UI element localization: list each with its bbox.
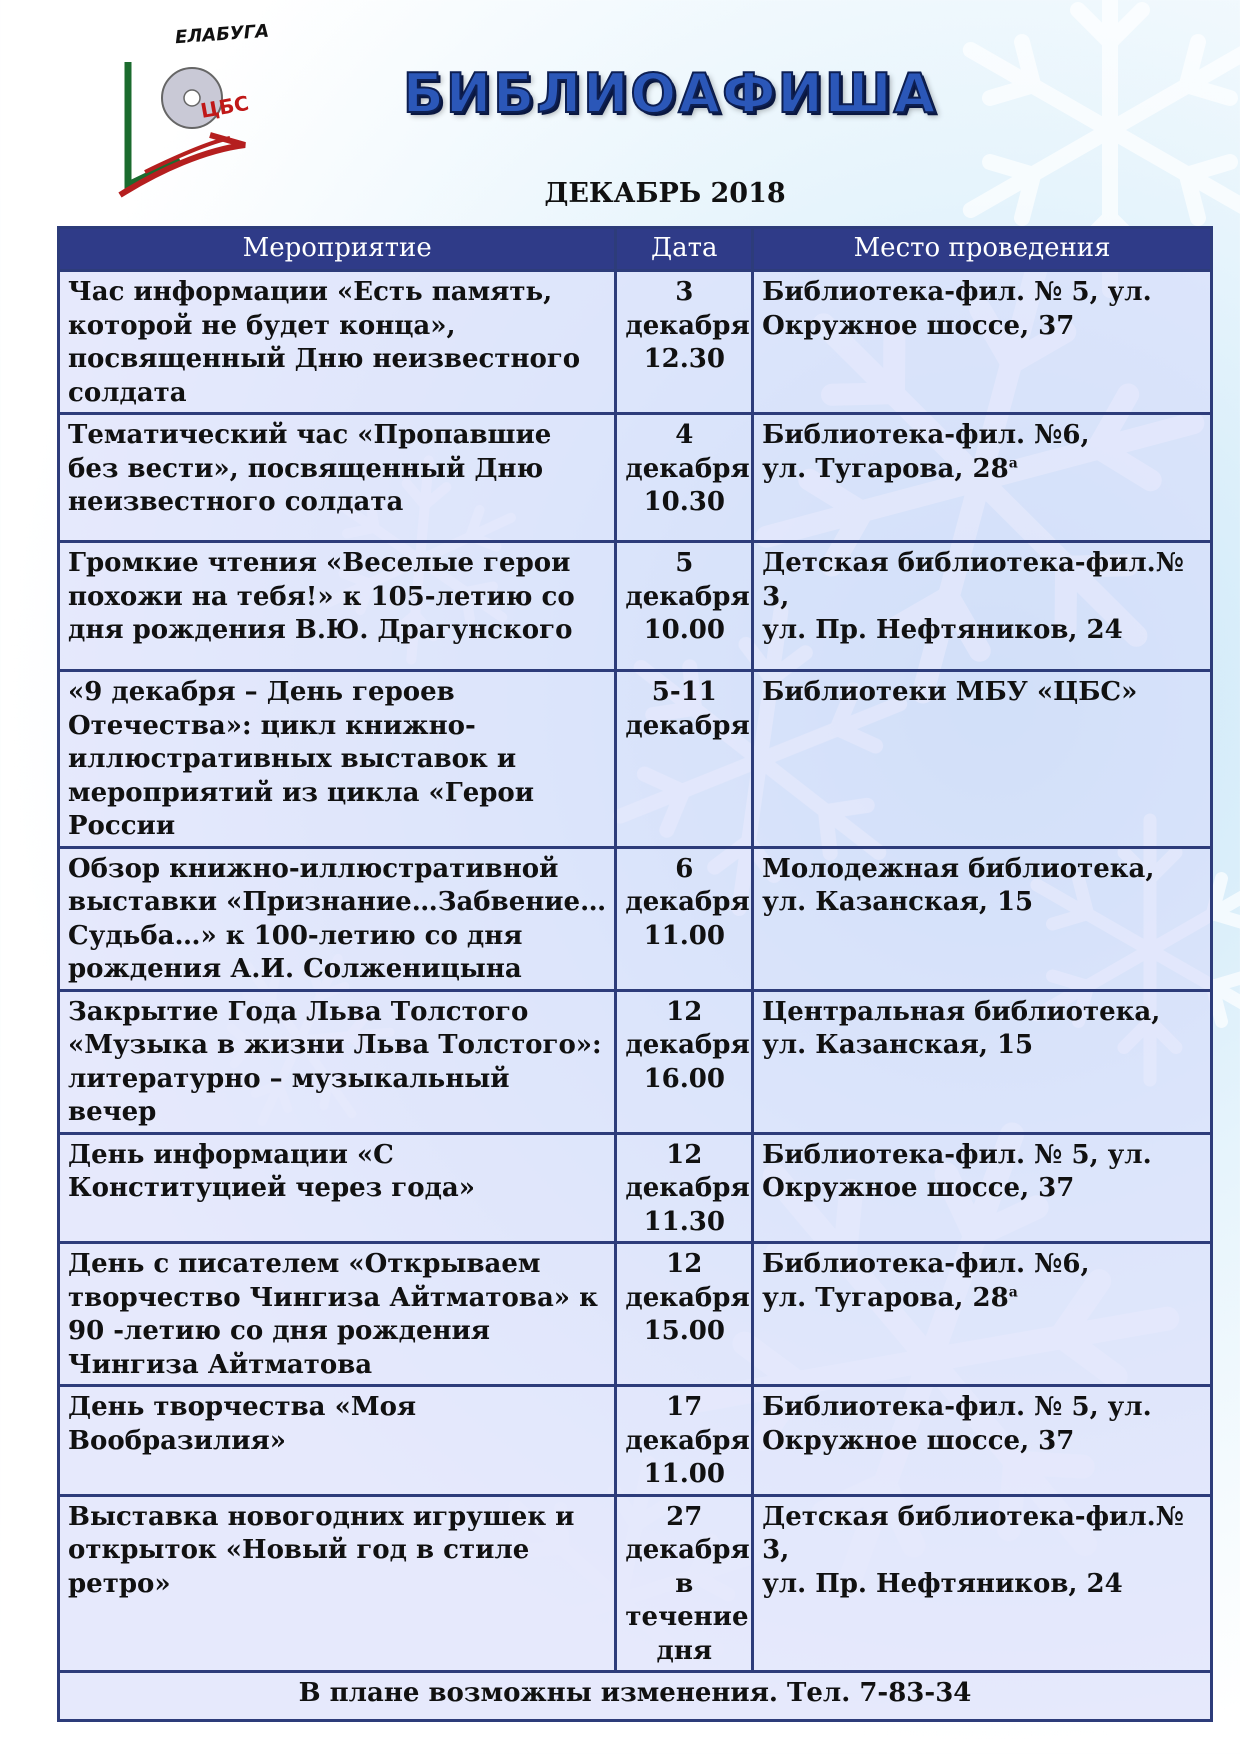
header-place: Место проведения — [753, 228, 1212, 271]
table-row — [59, 414, 1212, 542]
event-cell: Обзор книжно-иллюстративной выставки «Признание…Забвение…Судьба…» к 100-летию со дня рождения А.И. Солженицына — [59, 847, 616, 990]
poster-title: БИБЛИОАФИША — [402, 62, 938, 125]
table-row — [59, 1133, 1212, 1243]
month-heading: ДЕКАБРЬ 2018 — [544, 178, 786, 209]
logo-city-name: ЕЛАБУГА — [174, 20, 270, 49]
table-footer-row — [59, 1672, 1212, 1721]
place-cell: Детская библиотека-фил.№ 3, ул. Пр. Нефтяников, 24 — [753, 542, 1212, 671]
date-cell: 5 декабря 10.00 — [616, 542, 753, 671]
event-cell: День творчества «Моя Вообразилия» — [59, 1386, 616, 1496]
table-row — [59, 990, 1212, 1133]
table-row — [59, 271, 1212, 414]
date-cell: 3 декабря 12.30 — [616, 271, 753, 414]
date-cell: 17 декабря 11.00 — [616, 1386, 753, 1496]
date-cell: 4 декабря 10.30 — [616, 414, 753, 542]
logo-abbr: ЦБС — [198, 90, 251, 123]
event-cell: День с писателем «Открываем творчество Чингиза Айтматова» к 90 -летию со дня рождения Чингиза Айтматова — [59, 1243, 616, 1386]
table-row — [59, 542, 1212, 671]
date-cell: 27 декабря в течение дня — [616, 1495, 753, 1672]
place-cell: Центральная библиотека, ул. Казанская, 15 — [753, 990, 1212, 1133]
table-row — [59, 1386, 1212, 1496]
header-event: Мероприятие — [59, 228, 616, 271]
place-cell: Библиотека-фил. № 5, ул. Окружное шоссе, 37 — [753, 271, 1212, 414]
date-cell: 12 декабря 11.30 — [616, 1133, 753, 1243]
place-cell: Библиотека-фил. № 5, ул. Окружное шоссе, 37 — [753, 1133, 1212, 1243]
event-cell: Тематический час «Пропавшие без вести», посвященный Дню неизвестного солдата — [59, 414, 616, 542]
event-cell: Закрытие Года Льва Толстого «Музыка в жизни Льва Толстого»: литературно – музыкальный вечер — [59, 990, 616, 1133]
table-header-row — [59, 228, 1212, 271]
footer-note: В плане возможны изменения. Тел. 7-83-34 — [59, 1672, 1212, 1721]
place-cell: Библиотеки МБУ «ЦБС» — [753, 671, 1212, 848]
event-cell: Час информации «Есть память, которой не будет конца», посвященный Дню неизвестного солдата — [59, 271, 616, 414]
date-cell: 6 декабря 11.00 — [616, 847, 753, 990]
event-cell: Выставка новогодних игрушек и открыток «Новый год в стиле ретро» — [59, 1495, 616, 1672]
event-cell: Громкие чтения «Веселые герои похожи на тебя!» к 105-летию со дня рождения В.Ю. Драгунского — [59, 542, 616, 671]
event-cell: «9 декабря – День героев Отечества»: цикл книжно-иллюстративных выставок и мероприятий из цикла «Герои России — [59, 671, 616, 848]
table-row — [59, 1495, 1212, 1672]
date-cell: 12 декабря 16.00 — [616, 990, 753, 1133]
place-cell: Библиотека-фил. №6, ул. Тугарова, $28^а$ — [753, 414, 1212, 542]
event-cell: День информации «С Конституцией через года» — [59, 1133, 616, 1243]
date-cell: 5-11 декабря — [616, 671, 753, 848]
place-cell: Молодежная библиотека, ул. Казанская, 15 — [753, 847, 1212, 990]
table-row — [59, 671, 1212, 848]
header-date: Дата — [616, 228, 753, 271]
table-row — [59, 1243, 1212, 1386]
table-row — [59, 847, 1212, 990]
date-cell: 12 декабря 15.00 — [616, 1243, 753, 1386]
events-table — [57, 226, 1213, 1722]
place-cell: Детская библиотека-фил.№ 3, ул. Пр. Нефтяников, 24 — [753, 1495, 1212, 1672]
place-cell: Библиотека-фил. №6, ул. Тугарова, $28^а$ — [753, 1243, 1212, 1386]
place-cell: Библиотека-фил. № 5, ул. Окружное шоссе, 37 — [753, 1386, 1212, 1496]
